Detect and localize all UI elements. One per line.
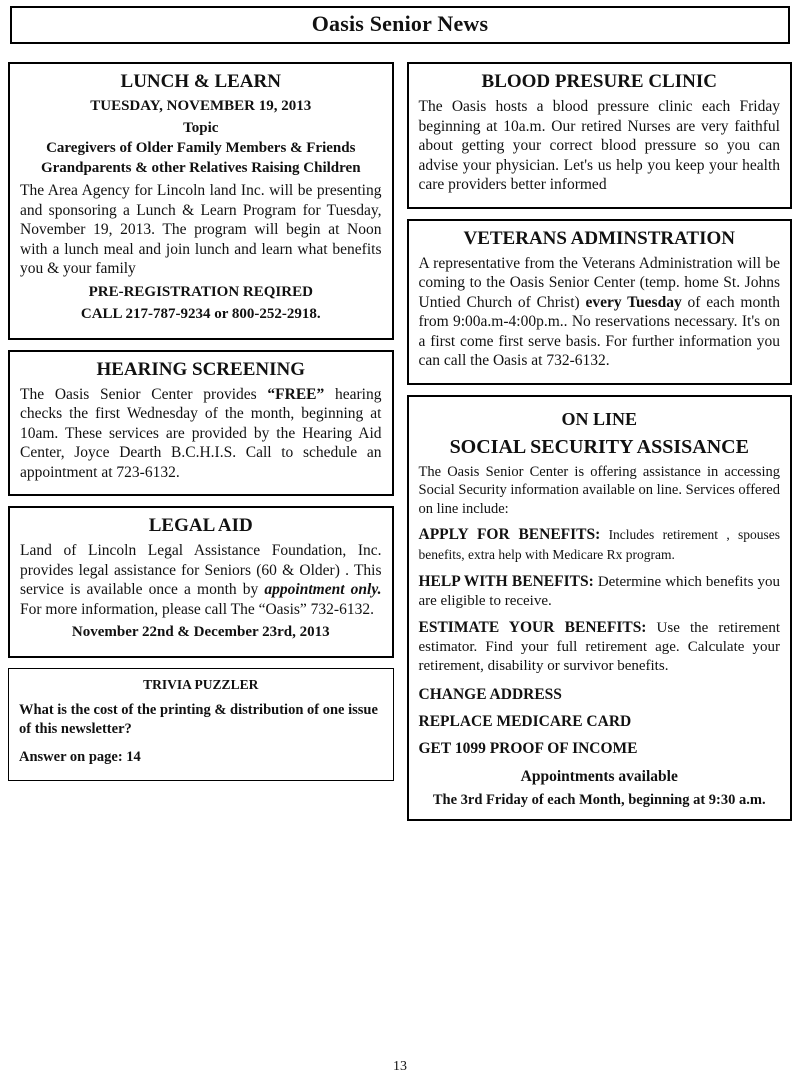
veterans-title: VETERANS ADMINSTRATION <box>463 227 735 249</box>
hearing-body <box>20 385 382 483</box>
legal-body-part2: For more information, please call The “Oasis” 732-6132. <box>20 600 374 618</box>
ss-change-address: CHANGE ADDRESS <box>418 685 562 703</box>
veterans-body-part2: of each month from 9:00a.m-4:00p.m.. No reservations necessary. It's on a first come first serve basis. For further information you can call the Oasis at 732-6132. <box>418 293 780 370</box>
veterans-body-bold: every Tuesday <box>585 293 682 311</box>
trivia-title: TRIVIA PUZZLER <box>143 677 259 693</box>
trivia-question: What is the cost of the printing & distribution of one issue of this newsletter? <box>19 702 378 738</box>
ss-item-estimate <box>419 618 781 677</box>
social-security-intro: The Oasis Senior Center is offering assistance in accessing Social Security information available on line. Services offered on line include: <box>418 463 780 517</box>
ss-get-1099: GET 1099 PROOF OF INCOME <box>418 739 638 757</box>
ss-item-apply-text: Includes retirement , spouses benefits, extra help with Medicare Rx program. <box>418 527 780 562</box>
legal-aid-title: LEGAL AID <box>148 515 253 537</box>
section-hearing-screening <box>8 350 394 497</box>
left-column <box>8 62 394 791</box>
legal-body-part1: Land of Lincoln Legal Assistance Foundation, Inc. provides legal assistance for Seniors (60 & Older) . This service is available once a month by <box>20 542 382 599</box>
section-veterans-administration <box>407 219 793 385</box>
ss-item-apply-label: APPLY FOR BENEFITS: <box>418 526 601 544</box>
hearing-title: HEARING SCREENING <box>96 358 305 380</box>
ss-item-estimate-text: Use the retirement estimator. Find your full retirement age. Calculate your retirement, disability or survivor benefits. <box>418 620 780 675</box>
section-social-security-assistance <box>407 395 793 821</box>
section-blood-pressure-clinic <box>407 62 793 209</box>
hearing-body-part2: hearing checks the first Wednesday of the month, beginning at 10am. These services are provided by the Hearing Aid Center, Joyce Dearth B.C.H.I.S. Call to schedule an appointment at 723-6132. <box>20 385 382 481</box>
content-columns <box>8 62 792 831</box>
newsletter-title: Oasis Senior News <box>311 11 489 36</box>
lunch-learn-preregistration: PRE-REGISTRATION REQIRED <box>88 283 313 300</box>
blood-pressure-title: BLOOD PRESURE CLINIC <box>481 71 717 92</box>
ss-item-apply <box>419 525 781 564</box>
lunch-learn-topic-line2: Grandparents & other Relatives Raising Children <box>40 160 361 176</box>
ss-item-help-label: HELP WITH BENEFITS: <box>418 572 594 590</box>
veterans-body <box>419 254 781 371</box>
ss-replace-medicare-card: REPLACE MEDICARE CARD <box>418 712 632 730</box>
ss-item-estimate-label: ESTIMATE YOUR BENEFITS: <box>418 619 647 637</box>
section-lunch-and-learn <box>8 62 394 340</box>
legal-body-bold-italic: appointment only. <box>264 581 382 599</box>
ss-item-help-text: Determine which benefits you are eligible to receive. <box>418 573 780 609</box>
ss-schedule: The 3rd Friday of each Month, beginning at 9:30 a.m. <box>432 791 766 808</box>
legal-aid-dates: November 22nd & December 23rd, 2013 <box>71 624 330 641</box>
social-security-title-line2: SOCIAL SECURITY ASSISANCE <box>449 435 749 458</box>
lunch-learn-call-line: CALL 217-787-9234 or 800-252-2918. <box>80 305 321 322</box>
social-security-title-line1: ON LINE <box>561 408 637 429</box>
ss-appointments-available: Appointments available <box>520 767 678 785</box>
masthead <box>10 6 790 44</box>
lunch-learn-topic-label: Topic <box>183 120 219 136</box>
right-column <box>407 62 793 831</box>
section-legal-aid <box>8 506 394 658</box>
lunch-learn-date: TUESDAY, NOVEMBER 19, 2013 <box>90 98 312 114</box>
hearing-body-part1: The Oasis Senior Center provides <box>20 385 268 403</box>
section-trivia-puzzler <box>8 668 394 781</box>
trivia-answer: Answer on page: 14 <box>19 748 141 765</box>
ss-item-help <box>419 572 781 611</box>
lunch-learn-title: LUNCH & LEARN <box>120 71 281 92</box>
hearing-body-bold: “FREE” <box>267 385 325 403</box>
blood-pressure-body: The Oasis hosts a blood pressure clinic each Friday beginning at 10a.m. Our retired Nurses are very faithful about getting your correct blood pressure so you can advise your physician. Let's us help you keep your health care providers better informed <box>418 98 780 194</box>
legal-aid-body <box>20 541 382 619</box>
page-number: 13 <box>393 1059 407 1074</box>
veterans-body-part1: A representative from the Veterans Administration will be coming to the Oasis Senior Center (temp. home St. Johns Untied Church of Christ) <box>418 254 780 311</box>
lunch-learn-topic-line1: Caregivers of Older Family Members & Friends <box>46 140 356 156</box>
lunch-learn-body: The Area Agency for Lincoln land Inc. will be presenting and sponsoring a Lunch & Learn Program for Tuesday, November 19, 2013. The program will begin at Noon with a lunch meal and join lunch and learn what benefits you & your family <box>20 182 382 278</box>
